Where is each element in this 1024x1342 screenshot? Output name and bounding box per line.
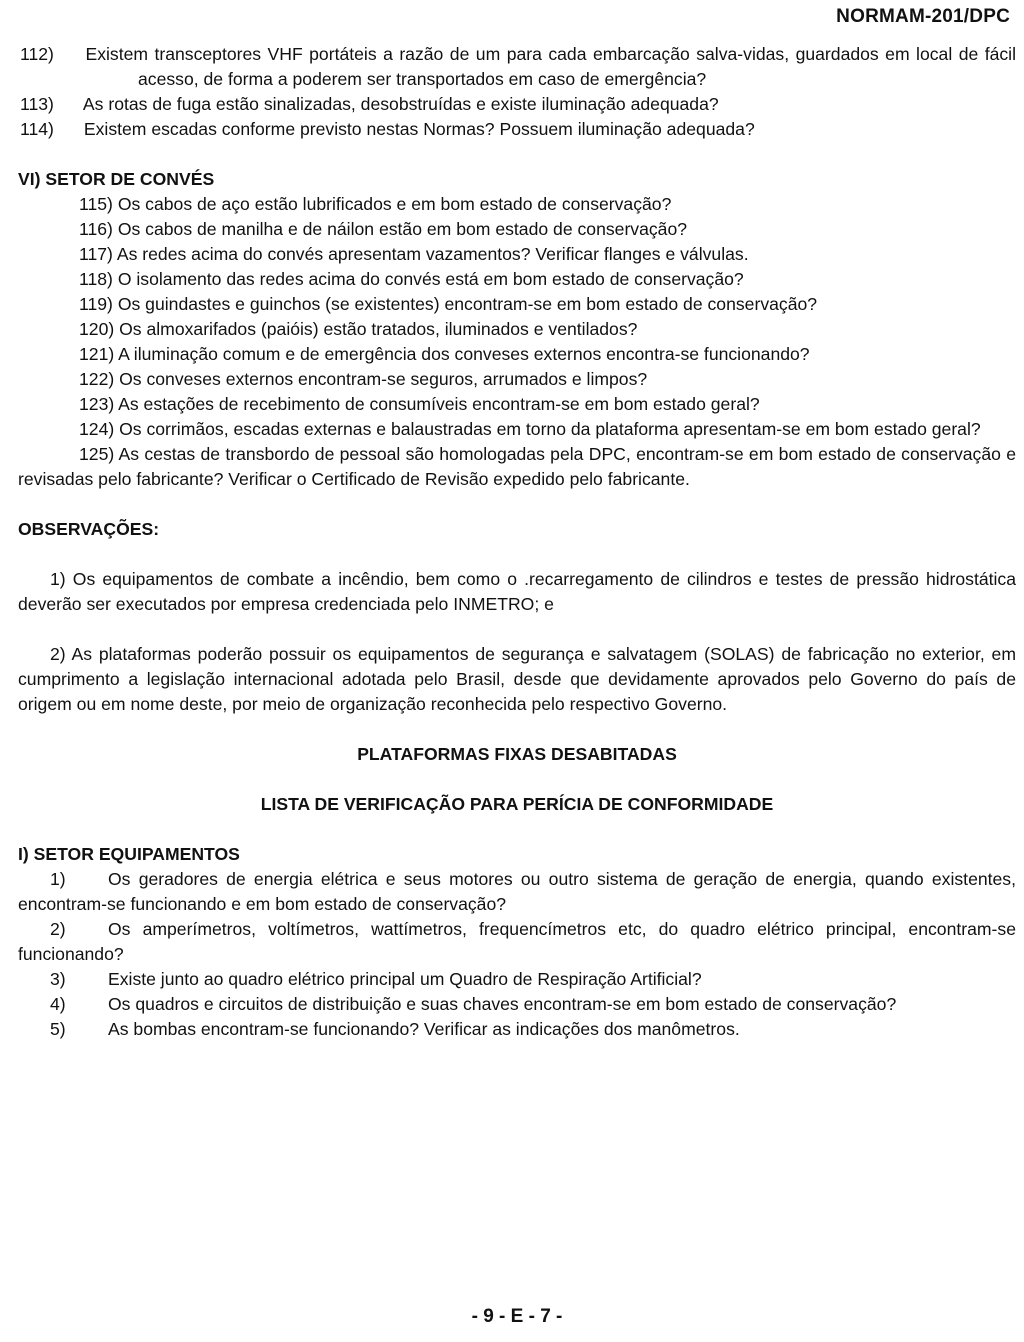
- item-number: 1): [50, 869, 66, 889]
- list-item: [18, 367, 1016, 392]
- item-number: 118): [79, 269, 113, 289]
- item-text: As rotas de fuga estão sinalizadas, desobstruídas e existe iluminação adequada?: [82, 94, 719, 114]
- list-item: [18, 867, 1016, 917]
- item-number: 3): [50, 969, 66, 989]
- list-item: [18, 1017, 1016, 1042]
- list-item: [18, 917, 1016, 967]
- list-item: [18, 442, 1016, 492]
- list-item: [18, 967, 1016, 992]
- item-text: Os amperímetros, voltímetros, wattímetros, frequencímetros etc, do quadro elétrico principal, encontram-se funcionando?: [18, 919, 1016, 964]
- item-text: Existem transceptores VHF portáteis a razão de um para cada embarcação salva-vidas, guardados em local de fácil acesso, de forma a poderem ser transportados em caso de emergência?: [85, 44, 1016, 89]
- item-text: A iluminação comum e de emergência dos conveses externos encontra-se funcionando?: [118, 344, 810, 364]
- item-number: 124): [79, 419, 115, 439]
- item-text: As estações de recebimento de consumíveis encontram-se em bom estado geral?: [118, 394, 760, 414]
- item-text: Os guindastes e guinchos (se existentes) encontram-se em bom estado de conservação?: [117, 294, 818, 314]
- list-item: [18, 317, 1016, 342]
- document-code: NORMAM-201/DPC: [836, 6, 1010, 27]
- list-item: 114) Existem escadas conforme previsto nestas Normas? Possuem iluminação adequada?: [20, 119, 755, 139]
- item-text: Os conveses externos encontram-se seguros, arrumados e limpos?: [119, 369, 648, 389]
- item-number: 121): [79, 344, 115, 364]
- page-content: [18, 42, 1016, 1042]
- observation-item: 2) As plataformas poderão possuir os equipamentos de segurança e salvatagem (SOLAS) de fabricação no exterior, em cumprimento a legislação internacional adotada pelo Brasil, desde que devidamente aprovados pelo Governo do país de origem ou em nome deste, por meio de organização reconhecida pelo respectivo Governo.: [18, 644, 1016, 714]
- list-item: [18, 217, 1016, 242]
- item-text: Os quadros e circuitos de distribuição e suas chaves encontram-se em bom estado de conservação?: [108, 994, 897, 1014]
- list-item: [18, 292, 1016, 317]
- observations-heading: OBSERVAÇÕES:: [18, 519, 160, 539]
- section-heading-conves: VI) SETOR DE CONVÉS: [18, 169, 215, 189]
- list-item: [18, 242, 1016, 267]
- item-text: As redes acima do convés apresentam vazamentos? Verificar flanges e válvulas.: [116, 244, 749, 264]
- list-item: [18, 417, 1016, 442]
- item-text: Os cabos de manilha e de náilon estão em bom estado de conservação?: [117, 219, 688, 239]
- item-number: 116): [79, 219, 113, 239]
- item-number: 125): [79, 444, 115, 464]
- section-title-lista: LISTA DE VERIFICAÇÃO PARA PERÍCIA DE CONFORMIDADE: [260, 794, 774, 814]
- item-text: As cestas de transbordo de pessoal são homologadas pela DPC, encontram-se em bom estado de conservação e revisadas pelo fabricante? Verificar o Certificado de Revisão expedido pelo fabricante.: [18, 444, 1016, 489]
- observation-item: 1) Os equipamentos de combate a incêndio, bem como o .recarregamento de cilindros e testes de pressão hidrostática deverão ser executados por empresa credenciada pelo INMETRO; e: [18, 569, 1016, 614]
- item-text: Os almoxarifados (paióis) estão tratados, iluminados e ventilados?: [119, 319, 638, 339]
- item-number: 117): [79, 244, 113, 264]
- item-number: 119): [79, 294, 113, 314]
- list-item: [18, 392, 1016, 417]
- list-item: 113) As rotas de fuga estão sinalizadas, desobstruídas e existe iluminação adequada?: [20, 94, 719, 114]
- list-item: 112) Existem transceptores VHF portáteis a razão de um para cada embarcação salva-vidas, guardados em local de fácil acesso, de forma a poderem ser transportados em caso de emergência?: [20, 44, 1016, 89]
- item-text: As bombas encontram-se funcionando? Verificar as indicações dos manômetros.: [108, 1019, 740, 1039]
- section-heading-equipamentos: I) SETOR EQUIPAMENTOS: [18, 844, 240, 864]
- list-item: [18, 267, 1016, 292]
- item-text: Existem escadas conforme previsto nestas Normas? Possuem iluminação adequada?: [83, 119, 755, 139]
- item-text: Os geradores de energia elétrica e seus motores ou outro sistema de geração de energia, quando existentes, encontram-se funcionando e em bom estado de conservação?: [18, 869, 1016, 914]
- item-number: 4): [50, 994, 66, 1014]
- item-text: Os cabos de aço estão lubrificados e em bom estado de conservação?: [117, 194, 672, 214]
- item-number: 122): [79, 369, 115, 389]
- item-number: 123): [79, 394, 115, 414]
- item-text: Os corrimãos, escadas externas e balaustradas em torno da plataforma apresentam-se em bom estado geral?: [119, 419, 981, 439]
- list-item: [18, 342, 1016, 367]
- item-text: Existe junto ao quadro elétrico principal um Quadro de Respiração Artificial?: [108, 969, 702, 989]
- page-number: - 9 - E - 7 -: [471, 1306, 563, 1327]
- item-number: 120): [79, 319, 115, 339]
- list-item: [18, 992, 1016, 1017]
- item-number: 115): [79, 194, 113, 214]
- list-item: [18, 192, 1016, 217]
- item-number: 2): [50, 919, 66, 939]
- item-text: O isolamento das redes acima do convés está em bom estado de conservação?: [117, 269, 744, 289]
- section-title-plataformas: PLATAFORMAS FIXAS DESABITADAS: [357, 744, 677, 764]
- item-number: 5): [50, 1019, 66, 1039]
